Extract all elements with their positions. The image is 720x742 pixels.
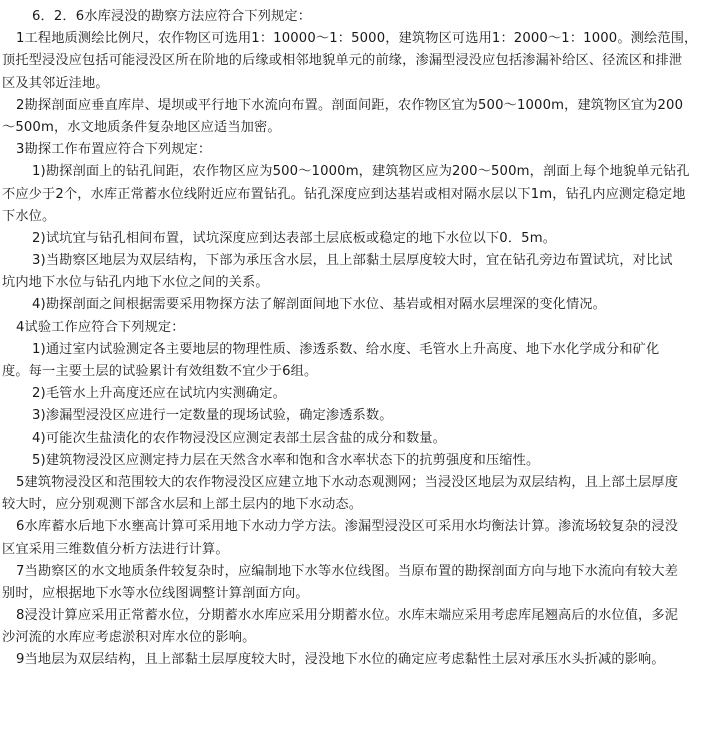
section-heading: 6．2．6水库浸没的勘察方法应符合下列规定： — [32, 9, 312, 24]
text-line: 7当勘察区的水文地质条件较复杂时，应编制地下水等水位线图。当原布置的勘探剖面方向与地下水流向有较大差 — [16, 563, 679, 579]
text-line: 1工程地质测绘比例尺，农作物区可选用1：10000～1：5000，建筑物区可选用1：2000～1：1000。测绘范围， — [16, 31, 698, 47]
text-line: 2)毛管水上升高度还应在试坑内实测确定。 — [32, 386, 286, 402]
text-line: 3)当勘察区地层为双层结构，下部为承压含水层，且上部黏土层厚度较大时，宜在钻孔旁边布置试坑，对比试 — [32, 253, 673, 269]
text-line: 沙河流的水库应考虑淤积对库水位的影响。 — [2, 630, 256, 646]
text-line: 坑内地下水位与钻孔内地下水位之间的关系。 — [2, 275, 269, 291]
text-line: 1)勘探剖面上的钻孔间距，农作物区应为500～1000m，建筑物区应为200～500m，剖面上每个地貌单元钻孔 — [32, 164, 690, 180]
text-line: 顶托型浸没应包括可能浸没区所在阶地的后缘或相邻地貌单元的前缘，渗漏型浸没应包括渗漏补给区、径流区和排泄 — [2, 53, 683, 69]
text-line: 3勘探工作布置应符合下列规定： — [16, 142, 212, 158]
text-line: 4试验工作应符合下列规定： — [16, 319, 185, 335]
text-line: 下水位。 — [2, 208, 56, 224]
text-line: 4)勘探剖面之间根据需要采用物探方法了解剖面间地下水位、基岩或相对隔水层埋深的变化情况。 — [32, 297, 607, 313]
text-line: 度。每一主要土层的试验累计有效组数不宜少于6组。 — [2, 364, 318, 379]
text-line: 1)通过室内试验测定各主要地层的物理性质、渗透系数、给水度、毛管水上升高度、地下水化学成分和矿化 — [32, 341, 660, 357]
text-line: 不应少于2个，水库正常蓄水位线附近应布置钻孔。钻孔深度应到达基岩或相对隔水层以下1m，钻孔内应测定稳定地 — [2, 186, 686, 202]
text-line: 2勘探剖面应垂直库岸、堤坝或平行地下水流向布置。剖面间距，农作物区宜为500～1000m，建筑物区宜为200 — [16, 97, 684, 113]
text-line: 9当地层为双层结构，且上部黏土层厚度较大时，浸没地下水位的确定应考虑黏性土层对承压水头折减的影响。 — [16, 652, 665, 668]
text-line: 4)可能次生盐渍化的农作物浸没区应测定表部土层含盐的成分和数量。 — [32, 430, 446, 446]
text-line: ～500m，水文地质条件复杂地区应适当加密。 — [2, 119, 281, 135]
text-line: 区宜采用三维数值分析方法进行计算。 — [2, 541, 229, 557]
text-line: 5建筑物浸没区和范围较大的农作物浸没区应建立地下水动态观测网；当浸没区地层为双层结构，且上部土层厚度 — [16, 474, 679, 490]
text-line: 2)试坑宜与钻孔相间布置，试坑深度应到达表部土层底板或稳定的地下水位以下0．5m。 — [32, 230, 557, 246]
text-line: 5)建筑物浸没区应测定持力层在天然含水率和饱和含水率状态下的抗剪强度和压缩性。 — [32, 452, 540, 468]
text-line: 6水库蓄水后地下水壅高计算可采用地下水动力学方法。渗漏型浸没区可采用水均衡法计算。渗流场较复杂的浸没 — [16, 519, 679, 535]
text-line: 较大时，应分别观测下部含水层和上部土层内的地下水动态。 — [2, 497, 363, 513]
text-line: 3)渗漏型浸没区应进行一定数量的现场试验，确定渗透系数。 — [32, 408, 393, 424]
text-line: 区及其邻近洼地。 — [2, 75, 109, 91]
text-line: 别时，应根据地下水等水位线图调整计算剖面方向。 — [2, 585, 309, 601]
text-line: 8浸没计算应采用正常蓄水位，分期蓄水水库应采用分期蓄水位。水库末端应采用考虑库尾翘高后的水位值，多泥 — [16, 608, 679, 624]
